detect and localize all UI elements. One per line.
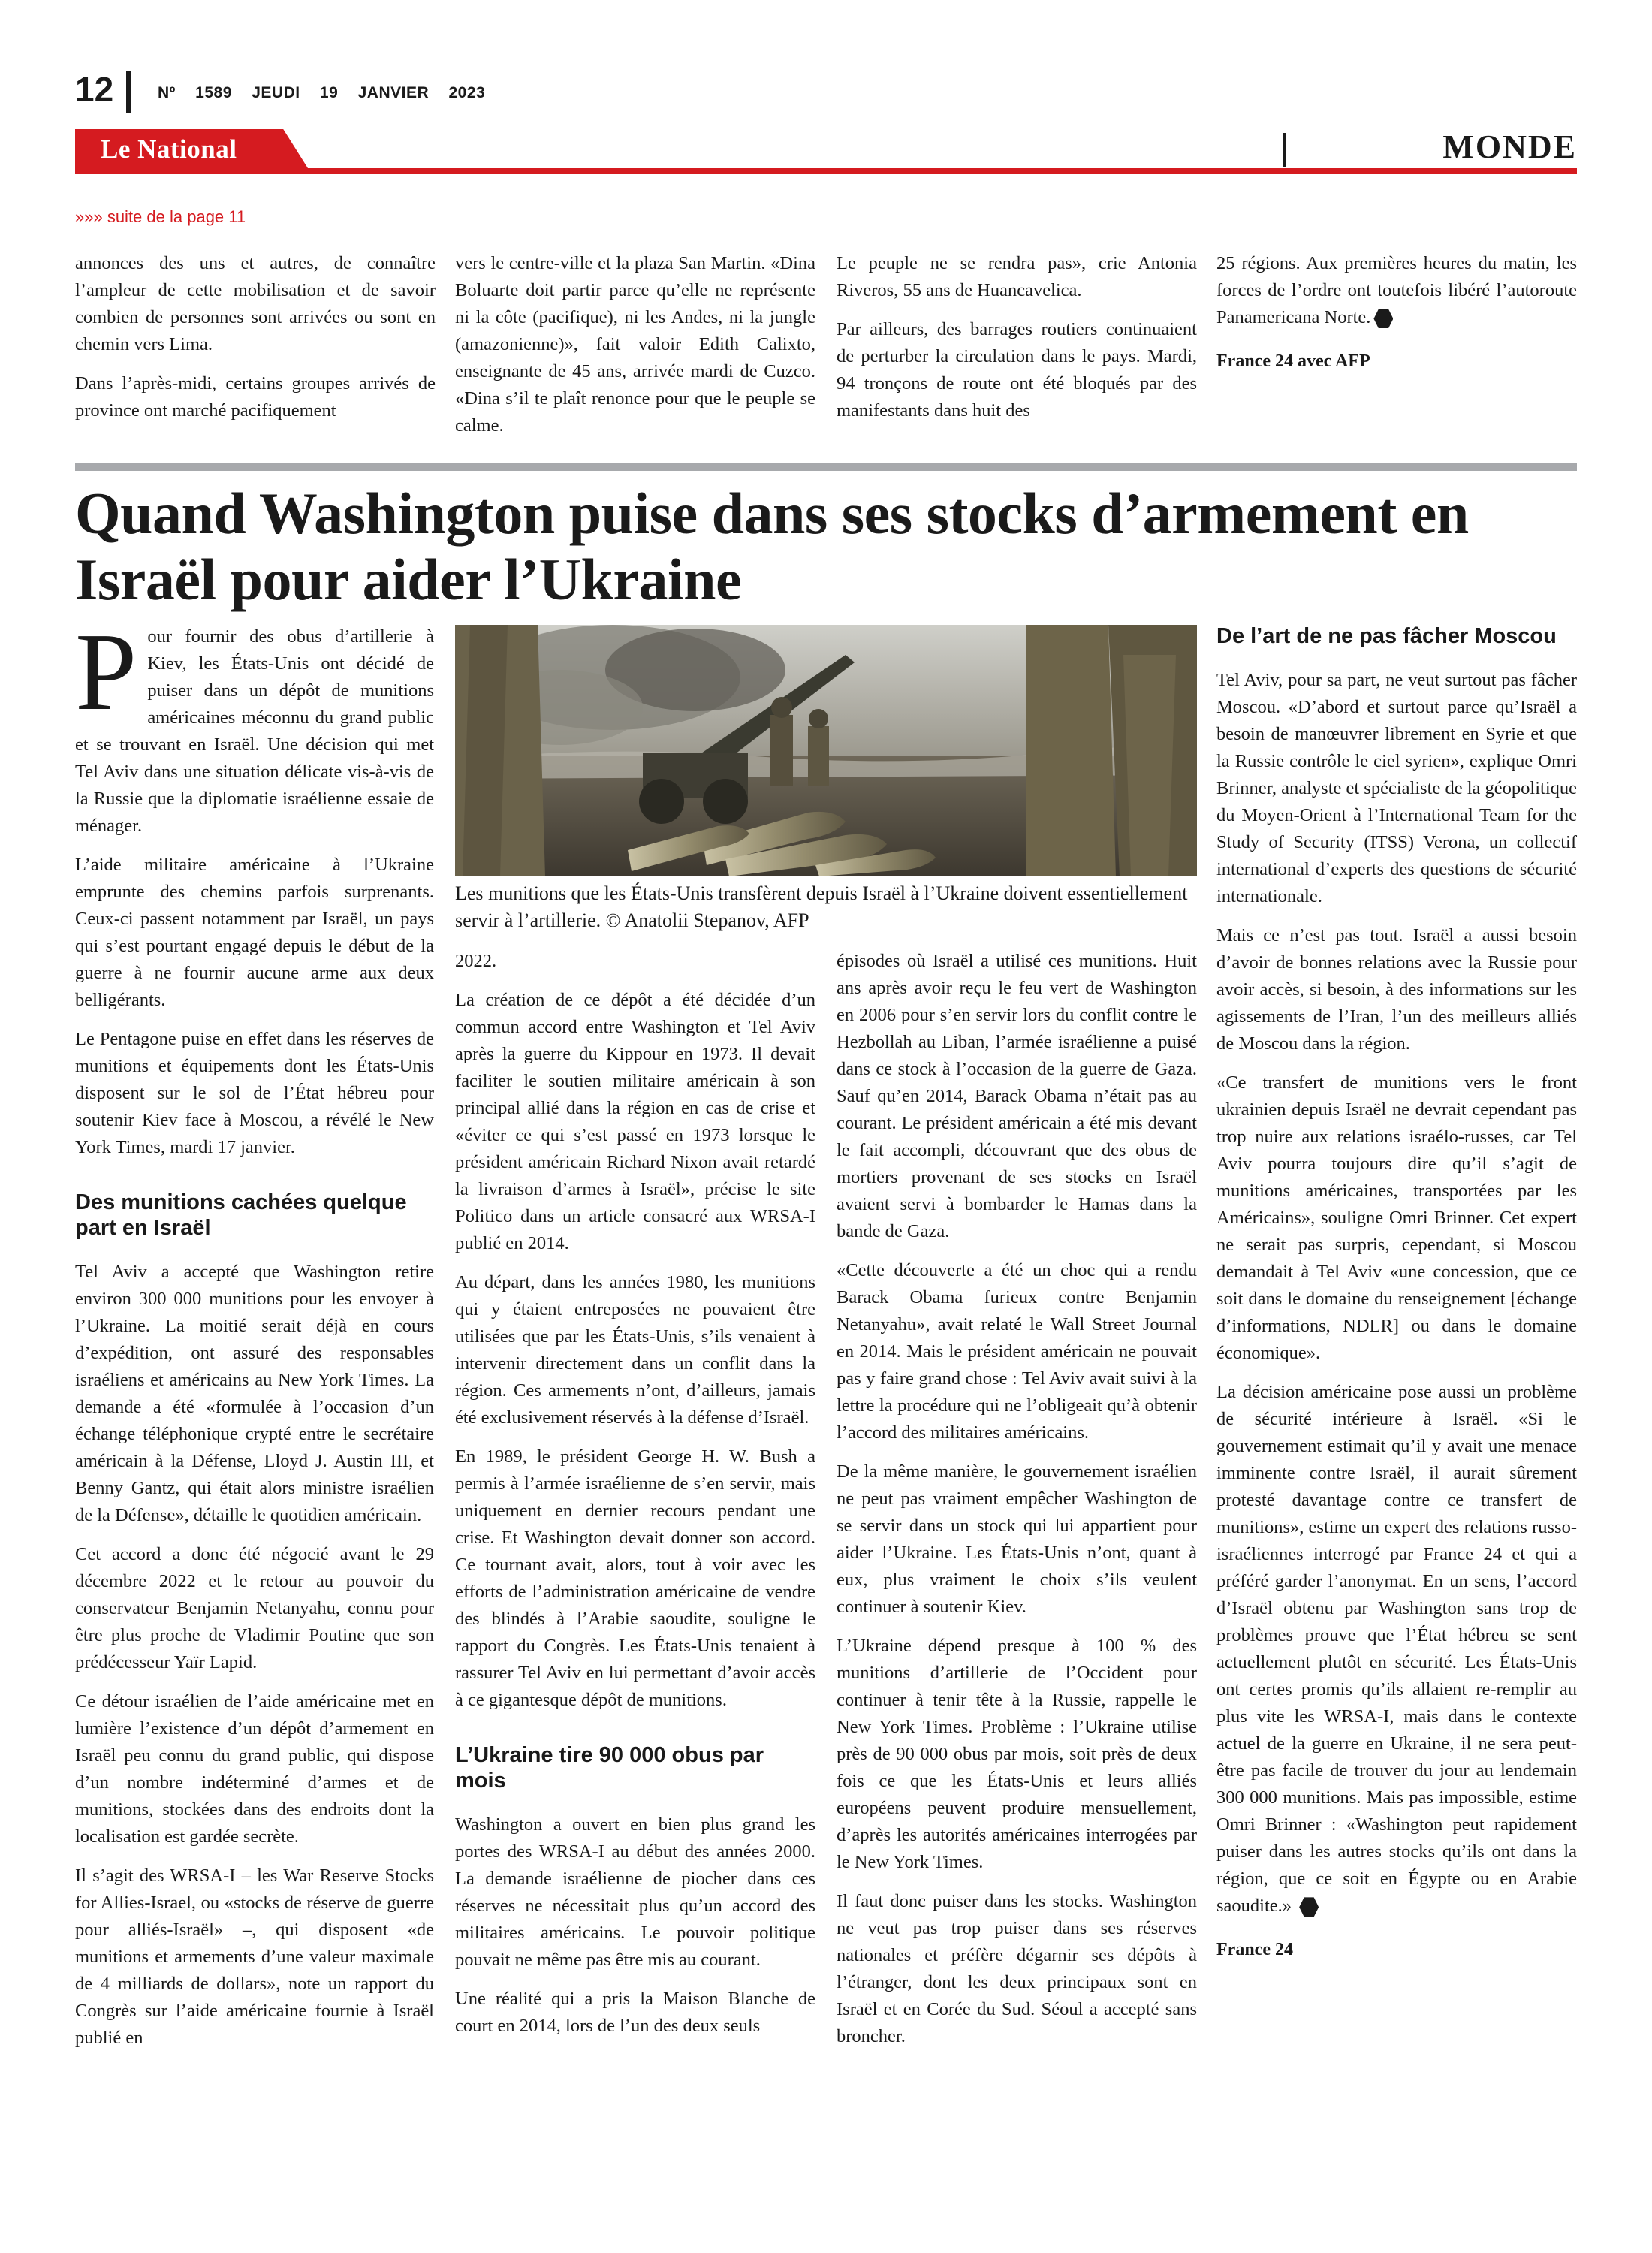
end-mark-icon: [1299, 1897, 1319, 1917]
paragraph: Il s’agit des WRSA-I – les War Reserve Stocks for Allies-Israel, ou «stocks de réserve de guerre pour alliés-Israël» –, qui disposent «de munitions et armements d’une valeur maximale de 4 milliards de dollars», note un rapport du Congrès sur l’aide américaine fournie à Israël publié en: [75, 1865, 434, 2048]
article-column-4: [1216, 623, 1577, 1963]
paragraph: «Ce transfert de munitions vers le front ukrainien depuis Israël ne devrait cependant pas trop nuire aux relations israélo-russes, car Tel Aviv pourra toujours dire qu’il s’agit de munitions américaines, transportées par les Américains», souligne Omri Brinner. Cet expert ne serait pas surpris, cependant, si Moscou demandait à Tel Aviv «une concession, que ce soit dans le domaine du renseignement [échange d’informations, NDLR] ou dans le domaine économique».: [1216, 1072, 1577, 1363]
subheading: L’Ukraine tire 90 000 obus par mois: [455, 1743, 764, 1793]
paragraph: Washington a ouvert en bien plus grand les portes des WRSA-I au début des années 2000. La demande israélienne de piocher dans ces réserves ne nécessitait plus qu’un accord des militaires américains. Le pouvoir politique pouvait ne même pas être mis au courant.: [455, 1814, 815, 1970]
paragraph: L’Ukraine dépend presque à 100 % des munitions d’artillerie de l’Occident pour continuer à tenir tête à la Russie, rappelle le New York Times. Problème : l’Ukraine utilise près de 90 000 obus par mois, soit près de deux fois ce que les États-Unis et leurs alliés européens peuvent produire mensuellement, d’après les autorités américaines interrogées par le New York Times.: [837, 1636, 1197, 1872]
prev-article-column-3: [837, 250, 1197, 436]
paragraph: Par ailleurs, des barrages routiers continuaient de perturber la circulation dans le pays. Mardi, 94 tronçons de route ont été bloqués par des manifestants dans huit des: [837, 319, 1197, 421]
paragraph: L’aide militaire américaine à l’Ukraine emprunte des chemins parfois surprenants. Ceux-ci passent notamment par Israël, un pays qui s’est pourtant engagé depuis le début de la guerre à ne fournir aucune arme aux deux belligérants.: [75, 855, 434, 1010]
paragraph: [1216, 1379, 1577, 1920]
paragraph-text: La décision américaine pose aussi un problème de sécurité intérieure à Israël. «Si le gouvernement estimait qu’il y avait une menace imminente contre Israël, il aurait sûrement protesté davantage contre ce transfert de munitions», estime un expert des relations russo-israéliennes interrogé par France 24 et qui a préféré garder l’anonymat. En un sens, l’accord d’Israël obtenu par Washington sans trop de problèmes prouve que l’État hébreu se sent actuellement plutôt en sécurité. Les États-Unis ont certes promis qu’ils allaient re-remplir au plus vite les WRSA-I, mais dans le contexte actuel de la guerre en Ukraine, il ne sera peut-être pas facile de trouver du jour au lendemain 300 000 munitions. Mais pas impossible, estime Omri Brinner : «Washington peut rapidement puiser dans les autres stocks qu’ils ont dans la région, que ce soit en Égypte ou en Arabie saoudite.»: [1216, 1382, 1577, 1916]
article-credit: France 24: [1216, 1940, 1293, 1959]
paragraph: Dans l’après-midi, certains groupes arrivés de province ont marché pacifiquement: [75, 373, 436, 421]
paragraph: [1216, 250, 1577, 331]
article-credit: France 24 avec AFP: [1216, 351, 1370, 371]
end-mark-icon: [1373, 309, 1393, 328]
paragraph: En 1989, le président George H. W. Bush a permis à l’armée israélienne de s’en servir, mais uniquement en dernier recours pendant une crise. Et Washington devait donner son accord. Ce tournant avait, alors, tout à voir avec les efforts de l’administration américaine de vendre des blindés à l’Arabie saoudite, souligne le rapport du Congrès. Les États-Unis tenaient à rassurer Tel Aviv en lui permettant d’avoir accès à ce gigantesque dépôt de munitions.: [455, 1446, 815, 1710]
paragraph: vers le centre-ville et la plaza San Martin. «Dina Boluarte doit partir parce qu’elle ne représente ni la côte (pacifique), ni les Andes, ni la jungle (amazonienne)», fait valoir Edith Calixto, enseignante de 45 ans, arrivée mardi de Cuzco. «Dina s’il te plaît renonce pour que le peuple se calme.: [455, 253, 815, 436]
paragraph: «Cette découverte a été un choc qui a rendu Barack Obama furieux contre Benjamin Netanyahu», avait relaté le Wall Street Journal en 2014. Mais le président américain ne pouvait pas y faire grand chose : Tel Aviv avait suivi à la lettre la procédure qui ne l’obligeait qu’à obtenir l’accord des militaires américains.: [837, 1260, 1197, 1443]
page-number-divider: [126, 71, 131, 113]
subheading: De l’art de ne pas fâcher Moscou: [1216, 624, 1557, 648]
paragraph: Tel Aviv, pour sa part, ne veut surtout pas fâcher Moscou. «D’abord et surtout parce qu’Israël a besoin de manœuvrer librement en Syrie et que la Russie contrôle le ciel syrien», explique Omri Brinner, analyste et spécialiste de la géopolitique du Moyen-Orient à l’International Team for the Study of Security (ITSS) Verona, un collectif international d’experts des questions de sécurité internationale.: [1216, 670, 1578, 906]
paragraph: Tel Aviv a accepté que Washington retire environ 300 000 munitions pour les envoyer à l’Ukraine. La moitié serait déjà en cours d’expédition, ont assuré des responsables israéliens et américains au New York Times. La demande a été «formulée à l’occasion d’un échange téléphonique crypté entre le secrétaire américain à la Défense, Lloyd J. Austin III, et Benny Gantz, qui était alors ministre israélien de la Défense», détaille le quotidien américain.: [75, 1262, 434, 1525]
section-divider: [1283, 133, 1286, 167]
paragraph: De la même manière, le gouvernement israélien ne peut pas vraiment empêcher Washington de se servir dans un stock qui lui appartient pour aider l’Ukraine. Les États-Unis n’ont, quant à eux, plus vraiment le choix s’ils veulent continuer à soutenir Kiev.: [837, 1461, 1197, 1617]
article-column-3: [837, 948, 1197, 2062]
prev-article-column-2: [455, 250, 815, 451]
paragraph: Le peuple ne se rendra pas», crie Antonia Riveros, 55 ans de Huancavelica.: [837, 253, 1197, 300]
paragraph: Le Pentagone puise en effet dans les réserves de munitions et équipements dont les États-Unis disposent sur le sol de l’État hébreu pour soutenir Kiev face à Moscou, a révélé le New York Times, mardi 17 janvier.: [75, 1029, 434, 1157]
prev-article-column-1: [75, 250, 436, 436]
lead-paragraph: [75, 611, 434, 840]
lead-text: our fournir des obus d’artillerie à Kiev, les États-Unis ont décidé de puiser dans un dépôt de munitions américaines méconnu du grand public et se trouvant en Israël. Une décision qui met Tel Aviv dans une situation délicate vis-à-vis de la Russie que la diplomatie israélienne essaie de ménager.: [75, 626, 434, 836]
article-column-2: [455, 948, 815, 2052]
paragraph: annonces des uns et autres, de connaître l’ampleur de cette mobilisation et de savoir combien de personnes sont arrivées ou sont en chemin vers Lima.: [75, 253, 436, 354]
prev-article-column-4: [1216, 250, 1577, 375]
issue-date: Nº 1589 JEUDI 19 JANVIER 2023: [158, 84, 486, 101]
paragraph: épisodes où Israël a utilisé ces munitions. Huit ans après avoir reçu le feu vert de Washington en 2006 pour s’en servir lors du conflit contre le Hezbollah au Liban, l’armée israélienne a puisé dans ce stock à l’occasion de la guerre de Gaza. Sauf qu’en 2014, Barack Obama n’était pas au courant. Le président américain a été mis devant le fait accompli, découvrant que des obus de mortiers provenant de ses stocks en Israël avaient servi à bombarder le Hamas dans la bande de Gaza.: [837, 951, 1197, 1241]
paragraph: Mais ce n’est pas tout. Israël a aussi besoin d’avoir de bonnes relations avec la Russie pour avoir accès, si besoin, à des informations sur les agissements de l’Iran, l’un des meilleurs alliés de Moscou dans la région.: [1216, 925, 1577, 1054]
paragraph: Cet accord a donc été négocié avant le 29 décembre 2022 et le retour au pouvoir du conservateur Benjamin Netanyahu, connu pour être plus proche de Vladimir Poutine que son prédécesseur Yaïr Lapid.: [75, 1544, 434, 1672]
paragraph: Une réalité qui a pris la Maison Blanche de court en 2014, lors de l’un des deux seuls: [455, 1989, 815, 2036]
paragraph: 2022.: [455, 951, 497, 971]
continued-from-link: »»» suite de la page 11: [75, 207, 246, 226]
paragraph: Ce détour israélien de l’aide américaine met en lumière l’existence d’un dépôt d’armement en Israël peu connu du grand public, qui dispose d’un nombre indéterminé d’armes et de munitions, stockées dans des endroits dont la localisation est gardée secrète.: [75, 1691, 434, 1847]
paragraph-text: 25 régions. Aux premières heures du matin, les forces de l’ordre ont toutefois libéré l’autoroute Panamericana Norte.: [1216, 253, 1577, 327]
subheading: Des munitions cachées quelque part en Israël: [75, 1190, 407, 1240]
headline: Quand Washington puise dans ses stocks d’armement en Israël pour aider l’Ukraine: [75, 481, 1469, 612]
drop-cap: P: [75, 611, 137, 734]
paragraph: Au départ, dans les années 1980, les munitions qui y étaient entreposées ne pouvaient être utilisées que par les États-Unis, s’ils venaient à intervenir directement dans un conflit dans la région. Ces armements n’ont, d’ailleurs, jamais été exclusivement réservés à la défense d’Israël.: [455, 1272, 815, 1428]
section-title: MONDE: [1442, 128, 1577, 165]
brand-logo: Le National: [101, 134, 237, 164]
article-photo: [455, 625, 1197, 876]
photo-caption: Les munitions que les États-Unis transfèrent depuis Israël à l’Ukraine doivent essentiellement servir à l’artillerie. © Anatolii Stepanov, AFP: [455, 882, 1188, 931]
header-rule: [75, 168, 1577, 174]
page-number: 12: [75, 70, 114, 109]
paragraph: La création de ce dépôt a été décidée d’un commun accord entre Washington et Tel Aviv après la guerre du Kippour en 1973. Il devait faciliter le soutien militaire américain à son principal allié dans la région en cas de crise et «éviter ce qui s’est passé en 1973 lorsque le président américain Richard Nixon avait retardé la livraison d’armes à Israël», précise le site Politico dans un article consacré aux WRSA-I publié en 2014.: [455, 990, 815, 1253]
article-divider: [75, 463, 1577, 471]
article-column-1: [75, 611, 434, 2064]
paragraph: Il faut donc puiser dans les stocks. Washington ne veut pas trop puiser dans ses réserves nationales et préfère dégarnir ses dépôts à l’étranger, dont les deux principaux sont en Israël et en Corée du Sud. Séoul a accepté sans broncher.: [837, 1891, 1197, 2046]
